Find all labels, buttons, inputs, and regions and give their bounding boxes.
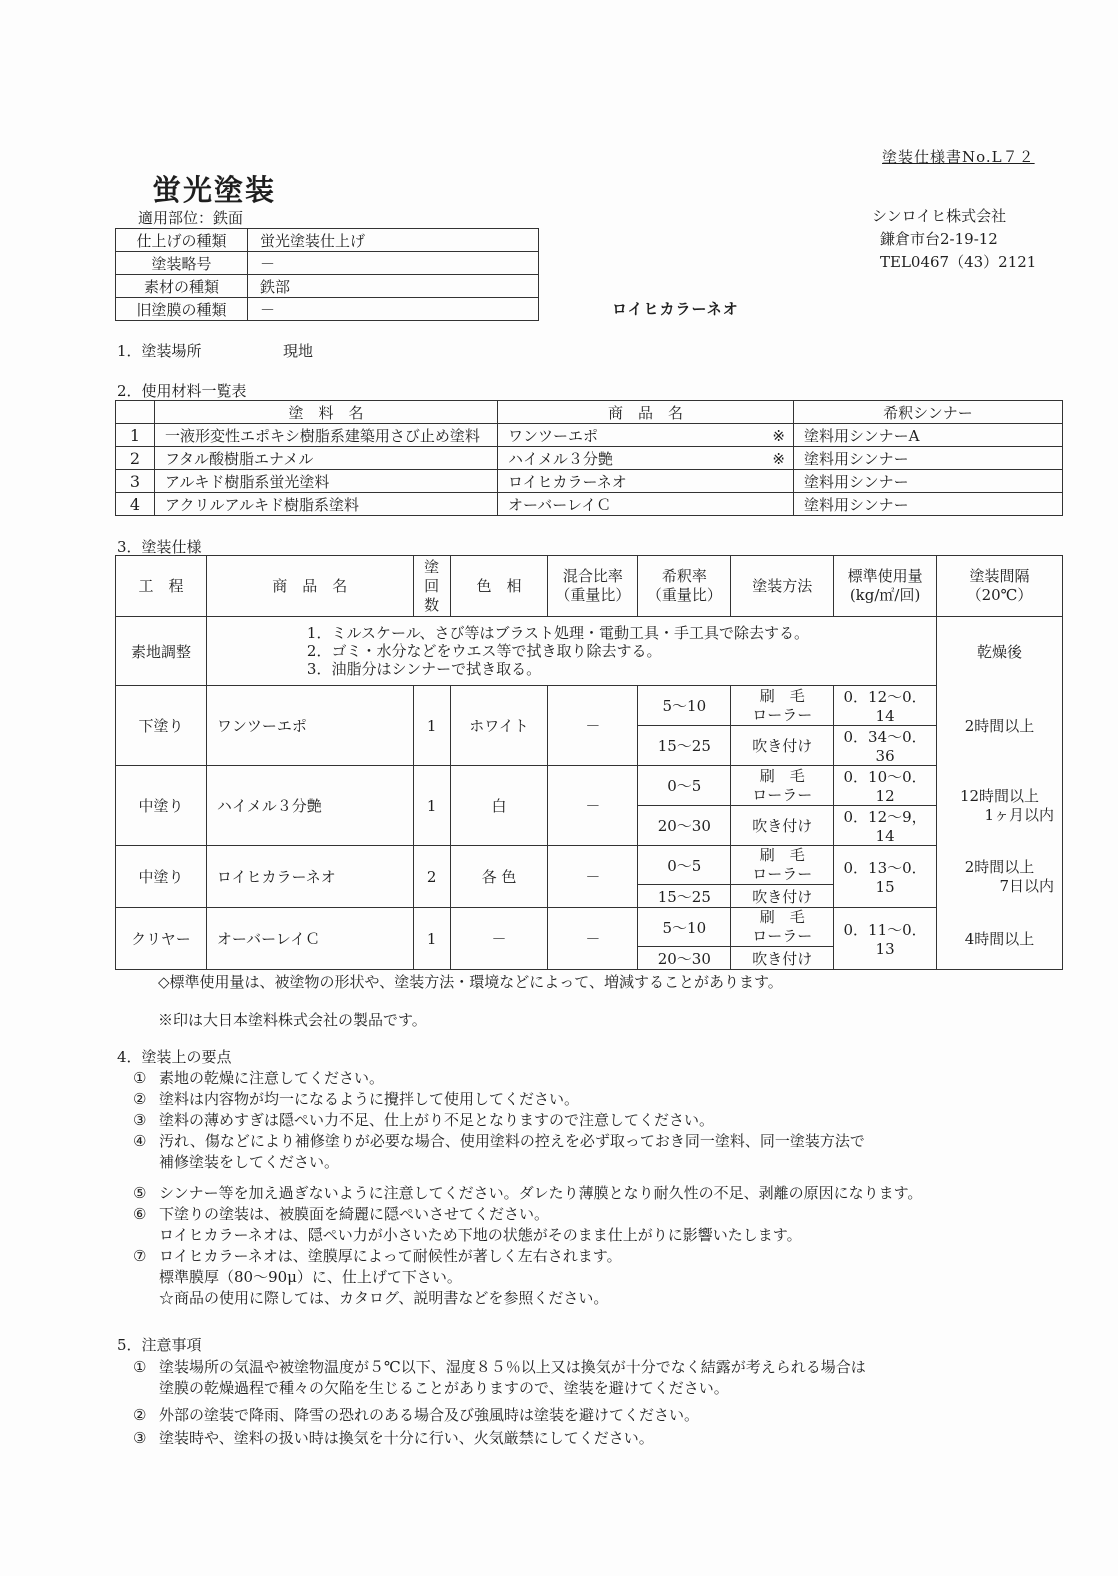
materials-row — [116, 447, 1063, 470]
point-number: ③ — [133, 1111, 147, 1129]
header-coats-3: 数 — [424, 595, 440, 614]
coats: 1 — [413, 766, 450, 846]
point-line: ロイヒカラーネオは、塗膜厚によって耐候性が著しく左右されます。 — [159, 1247, 622, 1265]
method-brush: 刷 毛 — [759, 908, 805, 926]
thinner-name: 塗料用シンナー — [794, 470, 1063, 493]
method — [731, 908, 834, 947]
process-name: 中塗り — [116, 846, 207, 908]
header-method: 塗装方法 — [731, 556, 834, 617]
method-brush: 刷 毛 — [759, 846, 805, 864]
point-number: ① — [133, 1069, 147, 1087]
interval-line: 2時間以上 — [964, 857, 1035, 876]
point-line: 汚れ、傷などにより補修塗りが必要な場合、使用塗料の控えを必ず取っておき同一塗料、同一塗装方法で — [159, 1132, 865, 1150]
section4-heading: 4．塗装上の要点 — [117, 1048, 232, 1066]
product-name: ロイヒカラーネオ — [206, 846, 413, 908]
info-row — [116, 229, 539, 252]
mix-ratio: － — [548, 686, 638, 766]
prep-row — [116, 617, 1063, 686]
coats: 1 — [413, 908, 450, 970]
mix-ratio: － — [548, 846, 638, 908]
interval-cell — [937, 686, 1063, 766]
header-paint-name: 塗 料 名 — [155, 401, 498, 424]
caution-line: 外部の塗装で降雨、降雪の恐れのある場合及び強風時は塗装を避けてください。 — [159, 1406, 700, 1424]
spec-header-row — [116, 556, 1063, 617]
applied-part: 適用部位：鉄面 — [138, 209, 244, 227]
interval-cell — [937, 846, 1063, 908]
product-name: ロイヒカラーネオ — [612, 300, 739, 318]
info-row — [116, 298, 539, 321]
materials-row — [116, 424, 1063, 447]
method-brush: 刷 毛 — [759, 766, 805, 785]
info-value: 鉄部 — [248, 275, 539, 298]
point-line: 素地の乾燥に注意してください。 — [159, 1069, 385, 1087]
method-roller: ローラー — [752, 785, 813, 804]
usage: 0．12～9，14 — [834, 806, 937, 846]
coats: 2 — [413, 846, 450, 908]
product-name: ワンツーエポ — [508, 426, 599, 445]
interval-cell — [937, 908, 1063, 970]
point-line: 下塗りの塗装は、被膜面を綺麗に隠ぺいさせてください。 — [159, 1205, 550, 1223]
product-name: ハイメル３分艶 — [508, 449, 613, 468]
point-item — [133, 1110, 922, 1131]
interval-line: 7日以内 — [999, 876, 1054, 895]
color: 各 色 — [450, 846, 548, 908]
info-row — [116, 275, 539, 298]
product-note: ※印は大日本塗料株式会社の製品です。 — [158, 1011, 427, 1029]
dnt-mark: ※ — [772, 450, 785, 468]
materials-row — [116, 493, 1063, 516]
thinner-name: 塗料用シンナー — [794, 447, 1063, 470]
header-no — [116, 401, 155, 424]
method: 吹き付け — [731, 726, 834, 766]
dilution: 0～5 — [638, 766, 731, 806]
company-phone: TEL0467（43）2121 — [880, 253, 1037, 271]
dilution: 0～5 — [638, 846, 731, 885]
section1-value: 現地 — [283, 342, 314, 360]
point-line: ☆商品の使用に際しては、カタログ、説明書などを参照ください。 — [159, 1289, 609, 1307]
product-cell — [498, 493, 794, 516]
point-line: 補修塗装をしてください。 — [159, 1153, 340, 1171]
product-cell — [498, 470, 794, 493]
interval-cell: 乾燥後 — [937, 617, 1063, 686]
product-name: オーバーレイＣ — [508, 495, 612, 514]
caution-item — [133, 1428, 866, 1449]
dilution: 20～30 — [638, 947, 731, 970]
usage: 0．10～0．12 — [834, 766, 937, 806]
dilution: 15～25 — [638, 726, 731, 766]
company-name: シンロイヒ株式会社 — [872, 207, 1007, 225]
header-process: 工 程 — [116, 556, 207, 617]
color: 白 — [450, 766, 548, 846]
prep-step: 1．ミルスケール、さび等はブラスト処理・電動工具・手工具で除去する。 — [306, 624, 810, 642]
paint-name: アルキド樹脂系蛍光塗料 — [155, 470, 498, 493]
dilution: 20～30 — [638, 806, 731, 846]
coats: 1 — [413, 686, 450, 766]
materials-table — [115, 400, 1063, 516]
section3-heading: 3．塗装仕様 — [117, 538, 202, 556]
product-name: ハイメル３分艶 — [206, 766, 413, 846]
prep-steps — [206, 617, 936, 686]
caution-item — [133, 1405, 866, 1426]
usage: 0．12～0．14 — [834, 686, 937, 726]
point-item — [133, 1068, 922, 1089]
method-roller: ローラー — [752, 927, 813, 945]
method: 吹き付け — [731, 885, 834, 908]
header-dilution-2: （重量比） — [646, 586, 722, 604]
header-interval — [937, 556, 1063, 617]
process-name: クリヤー — [116, 908, 207, 970]
caution-number: ③ — [133, 1429, 147, 1447]
spec-row — [116, 766, 1063, 806]
thinner-name: 塗料用シンナーA — [794, 424, 1063, 447]
section1-heading: 1．塗装場所 — [117, 342, 202, 360]
info-value: － — [248, 298, 539, 321]
company-address: 鎌倉市台2-19-12 — [880, 230, 998, 248]
point-line: 塗料の薄めすぎは隠ぺい力不足、仕上がり不足となりますので注意してください。 — [159, 1111, 715, 1129]
interval-line: 12時間以上 — [959, 786, 1040, 805]
info-label: 旧塗膜の種類 — [116, 298, 248, 321]
header-usage — [834, 556, 937, 617]
caution-line: 塗装時や、塗料の扱い時は換気を十分に行い、火気厳禁にしてください。 — [159, 1429, 654, 1447]
header-color: 色 相 — [450, 556, 548, 617]
header-usage-2: (kg/㎡/回) — [849, 586, 921, 604]
info-label: 塗装略号 — [116, 252, 248, 275]
dilution: 5～10 — [638, 908, 731, 947]
mix-ratio: － — [548, 908, 638, 970]
paint-name: アクリルアルキド樹脂系塗料 — [155, 493, 498, 516]
finish-info-table — [115, 228, 539, 321]
coating-spec-table — [115, 555, 1063, 970]
page-title: 蛍光塗装 — [152, 173, 277, 207]
point-line: シンナー等を加え過ぎないように注意してください。ダレたり薄膜となり耐久性の不足、剥離の原因になります。 — [159, 1184, 923, 1202]
row-number: 4 — [116, 493, 155, 516]
header-product-name: 商 品 名 — [498, 401, 794, 424]
dnt-mark: ※ — [772, 427, 785, 445]
section5-list — [133, 1357, 866, 1449]
prep-step: 3．油脂分はシンナーで拭き取る。 — [306, 660, 542, 678]
product-cell — [498, 447, 794, 470]
interval-line: 1ヶ月以内 — [984, 805, 1054, 824]
usage-note: ◇標準使用量は、被塗物の形状や、塗装方法・環境などによって、増減することがあります。 — [158, 973, 783, 991]
thinner-name: 塗料用シンナー — [794, 493, 1063, 516]
header-usage-1: 標準使用量 — [847, 567, 923, 585]
spec-row — [116, 686, 1063, 726]
header-interval-1: 塗装間隔 — [969, 567, 1030, 585]
process-name: 素地調整 — [116, 617, 207, 686]
point-item — [133, 1204, 922, 1246]
point-line: ロイヒカラーネオは、隠ぺい力が小さいため下地の状態がそのまま仕上がりに影響いたします。 — [159, 1226, 802, 1244]
interval-line: 2時間以上 — [964, 717, 1035, 735]
info-label: 仕上げの種類 — [116, 229, 248, 252]
section2-heading: 2．使用材料一覧表 — [117, 382, 247, 400]
header-dilution — [638, 556, 731, 617]
caution-number: ① — [133, 1358, 147, 1376]
process-name: 下塗り — [116, 686, 207, 766]
point-line: 塗料は内容物が均一になるように攪拌して使用してください。 — [159, 1090, 580, 1108]
interval-line: 4時間以上 — [964, 929, 1035, 948]
method-roller: ローラー — [752, 865, 813, 883]
materials-row — [116, 470, 1063, 493]
dilution: 5～10 — [638, 686, 731, 726]
header-coats-2: 回 — [424, 576, 440, 595]
header-mix-2: （重量比） — [555, 586, 631, 604]
interval-cell — [937, 766, 1063, 846]
mix-ratio: － — [548, 766, 638, 846]
product-name: ロイヒカラーネオ — [508, 472, 627, 491]
header-dilution-1: 希釈率 — [661, 567, 707, 585]
document-number: 塗装仕様書No.L７２ — [882, 148, 1035, 166]
caution-number: ② — [133, 1406, 147, 1424]
header-product: 商 品 名 — [206, 556, 413, 617]
method — [731, 766, 834, 806]
header-mix-1: 混合比率 — [562, 567, 623, 585]
method — [731, 686, 834, 726]
prep-step: 2．ゴミ・水分などをウエス等で拭き取り除去する。 — [306, 642, 662, 660]
point-number: ② — [133, 1090, 147, 1108]
row-number: 1 — [116, 424, 155, 447]
point-item — [133, 1089, 922, 1110]
point-item — [133, 1183, 922, 1204]
color: － — [450, 908, 548, 970]
header-thinner: 希釈シンナー — [794, 401, 1063, 424]
spec-row — [116, 846, 1063, 885]
spec-row — [116, 908, 1063, 947]
method: 吹き付け — [731, 806, 834, 846]
point-line: 標準膜厚（80～90μ）に、仕上げて下さい。 — [159, 1268, 462, 1286]
point-item — [133, 1246, 922, 1309]
caution-line: 塗膜の乾燥過程で種々の欠陥を生じることがありますので、塗装を避けてください。 — [159, 1379, 729, 1397]
info-value: 蛍光塗装仕上げ — [248, 229, 539, 252]
usage: 0．13～0．15 — [834, 846, 937, 908]
product-name: オーバーレイＣ — [206, 908, 413, 970]
point-number: ⑦ — [133, 1247, 147, 1265]
section4-list — [133, 1068, 922, 1309]
company-block — [872, 205, 1036, 274]
materials-header-row — [116, 401, 1063, 424]
section5-heading: 5．注意事項 — [117, 1336, 202, 1354]
product-cell — [498, 424, 794, 447]
dilution: 15～25 — [638, 885, 731, 908]
row-number: 3 — [116, 470, 155, 493]
color: ホワイト — [450, 686, 548, 766]
paint-name: フタル酸樹脂エナメル — [155, 447, 498, 470]
info-value: － — [248, 252, 539, 275]
method-roller: ローラー — [752, 705, 813, 724]
method: 吹き付け — [731, 947, 834, 970]
point-number: ⑥ — [133, 1205, 147, 1223]
point-item — [133, 1131, 922, 1173]
info-row — [116, 252, 539, 275]
usage: 0．11～0．13 — [834, 908, 937, 970]
product-name: ワンツーエポ — [206, 686, 413, 766]
header-coats — [413, 556, 450, 617]
point-number: ⑤ — [133, 1184, 147, 1202]
row-number: 2 — [116, 447, 155, 470]
header-interval-2: （20℃） — [966, 586, 1033, 604]
method — [731, 846, 834, 885]
header-mix — [548, 556, 638, 617]
header-coats-1: 塗 — [424, 557, 440, 576]
method-brush: 刷 毛 — [759, 686, 805, 705]
paint-name: 一液形変性エポキシ樹脂系建築用さび止め塗料 — [155, 424, 498, 447]
point-number: ④ — [133, 1132, 147, 1150]
info-label: 素材の種類 — [116, 275, 248, 298]
caution-line: 塗装場所の気温や被塗物温度が５℃以下、湿度８５％以上又は換気が十分でなく結露が考えられる場合は — [159, 1358, 866, 1376]
usage: 0．34～0．36 — [834, 726, 937, 766]
caution-item — [133, 1357, 866, 1399]
process-name: 中塗り — [116, 766, 207, 846]
